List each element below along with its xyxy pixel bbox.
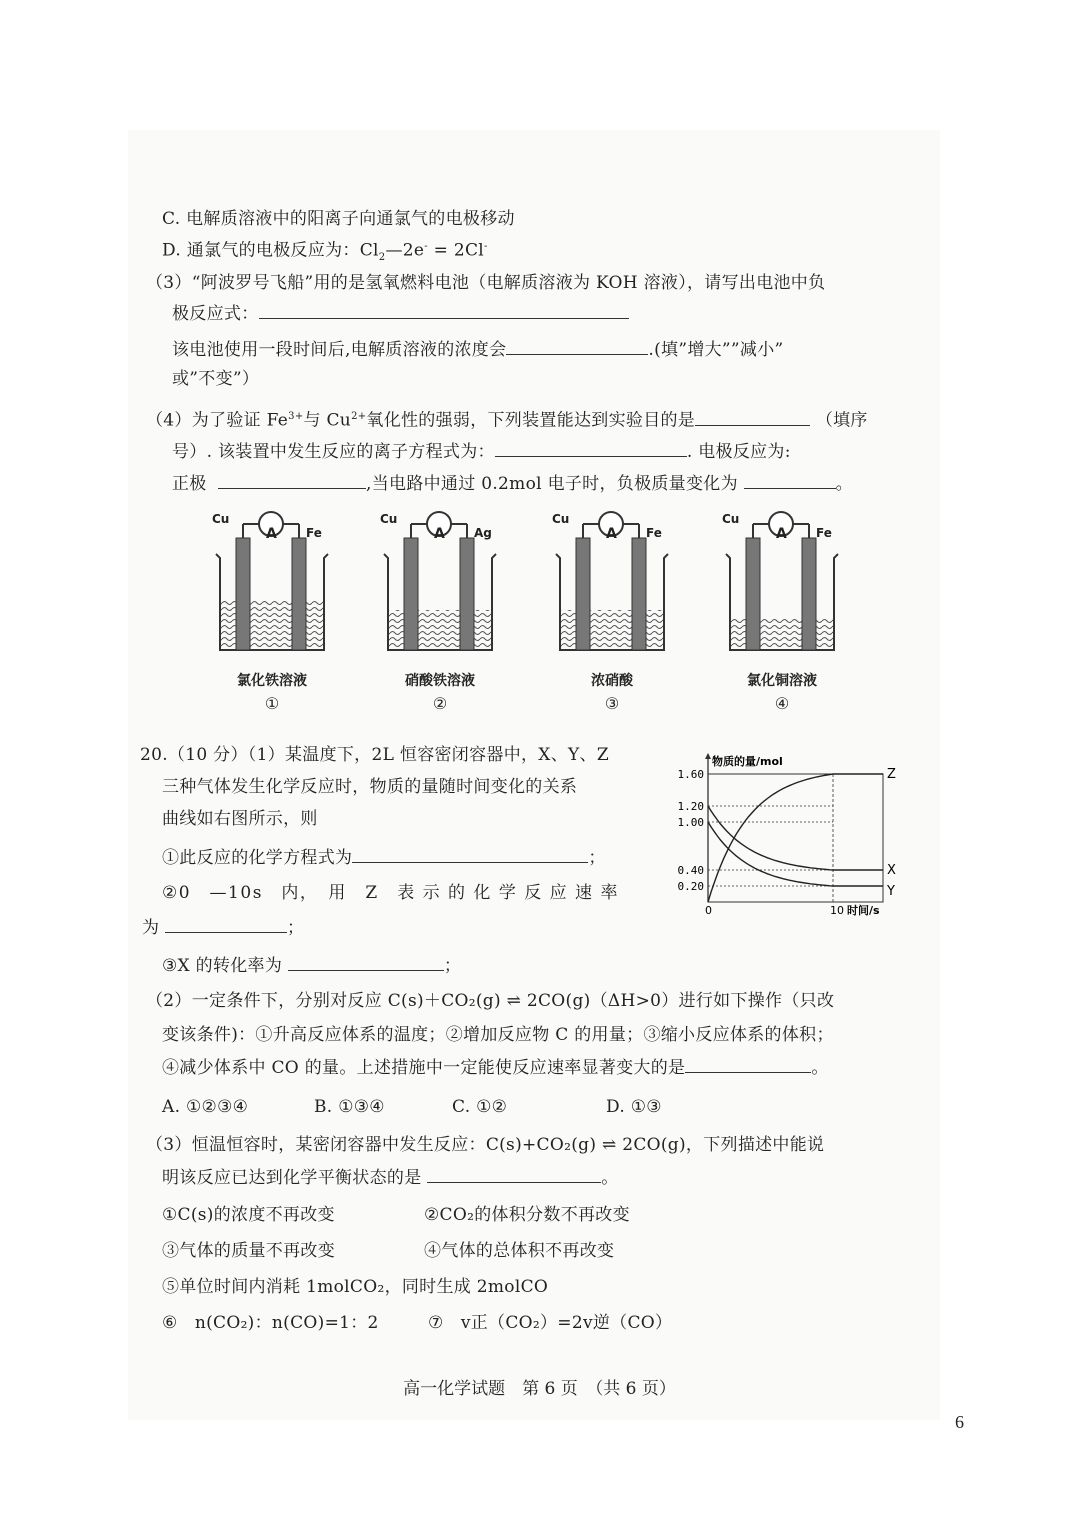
amount-vs-time-chart (668, 752, 918, 922)
x-axis-label: 时间/s (847, 904, 880, 917)
solution-label: 氯化铁溶液 (237, 673, 307, 689)
y-tick-label: 0.20 (677, 880, 704, 893)
statement-4: ④气体的总体积不再改变 (424, 1241, 615, 1261)
q3-text: （3）“阿波罗号飞船”用的是氢氧燃料电池（电解质溶液为 KOH 溶液），请写出电池中负 (146, 273, 826, 293)
solution-label: 浓硝酸 (591, 673, 633, 689)
x-tick-label: 10 (830, 904, 844, 917)
x-tick-label: 0 (705, 904, 712, 917)
cell-device (552, 510, 672, 660)
option-d[interactable]: D. ①③ (606, 1097, 662, 1117)
option-d: D. 通氯气的电极反应为：$Cl_2—2e^- = 2Cl^-$ (162, 240, 488, 264)
answer-blank[interactable] (165, 916, 287, 933)
ammeter-label: A (266, 526, 277, 542)
q20-rate-answer: 为 ； (142, 918, 305, 938)
q4-text: （4）为了验证 $Fe^{3+}$与 $Cu^{2+}$氧化性的强弱，下列装置能达到实验目的是 （填序 (146, 410, 868, 431)
q20-part3-text-1: （3）恒温恒容时，某密闭容器中发生反应：C(s)+CO₂(g) ⇌ 2CO(g)，下列描述中能说 (146, 1135, 825, 1155)
answer-blank[interactable] (695, 409, 810, 426)
device-number: ① (264, 694, 280, 713)
q20-part2-text-1: （2）一定条件下，分别对反应 C(s)＋CO₂(g) ⇌ 2CO(g)（ΔH>0）进行如下操作（只改 (146, 991, 835, 1011)
q20-part2-text-2: 变该条件)：①升高反应体系的温度；②增加反应物 C 的用量；③缩小反应体系的体积； (162, 1025, 834, 1045)
device-number: ④ (774, 694, 790, 713)
ammeter-label: A (434, 526, 445, 542)
q20-conversion: ③X 的转化率为 ； (162, 956, 462, 976)
y-axis-label: 物质的量/mol (712, 755, 783, 768)
statement-3: ③气体的质量不再改变 (162, 1241, 335, 1261)
right-electrode-label: Ag (474, 526, 492, 540)
statement-5: ⑤单位时间内消耗 1molCO₂，同时生成 2molCO (162, 1277, 549, 1297)
series-label: Y (887, 884, 895, 899)
right-electrode-label: Fe (816, 526, 832, 540)
solution-label: 氯化铜溶液 (747, 673, 817, 689)
statement-7: ⑦ v正（CO₂）=2v逆（CO） (428, 1313, 673, 1333)
right-electrode-label: Fe (646, 526, 662, 540)
answer-blank[interactable] (685, 1056, 811, 1073)
right-electrode-label: Fe (306, 526, 322, 540)
cell-device (722, 510, 842, 660)
statement-2: ②CO₂的体积分数不再改变 (424, 1205, 630, 1225)
y-tick-label: 0.40 (677, 864, 704, 877)
q20-text-2: 三种气体发生化学反应时，物质的量随时间变化的关系 (162, 777, 578, 797)
q4-ion-equation: 号）. 该装置中发生反应的离子方程式为： . 电极反应为: (172, 442, 791, 462)
answer-blank[interactable] (427, 1166, 601, 1183)
q20-equation: ①此反应的化学方程式为 ； (162, 848, 606, 868)
y-tick-label: 1.00 (677, 816, 704, 829)
answer-blank[interactable] (352, 846, 588, 863)
page-number: 6 (955, 1412, 964, 1432)
answer-blank[interactable] (506, 338, 648, 355)
cell-device (380, 510, 500, 660)
statement-6: ⑥ n(CO₂)：n(CO)=1：2 (162, 1313, 379, 1333)
device-number: ③ (604, 694, 620, 713)
series-label: Z (887, 767, 896, 782)
series-label: X (887, 863, 896, 878)
left-electrode-label: Cu (212, 512, 230, 526)
left-electrode-label: Cu (380, 512, 398, 526)
left-electrode-label: Cu (552, 512, 570, 526)
left-electrode-label: Cu (722, 512, 740, 526)
option-c: C. 电解质溶液中的阳离子向通氯气的电极移动 (162, 209, 515, 229)
q3-negative-electrode: 极反应式： (172, 302, 629, 325)
y-axis-arrow (705, 753, 711, 759)
q3-concentration: 该电池使用一段时间后,电解质溶液的浓度会 .(填”增大””减小” (172, 340, 784, 360)
option-a[interactable]: A. ①②③④ (162, 1097, 249, 1117)
q20-rate: ②0 —10s 内， 用 Z 表 示 的 化 学 反 应 速 率 (162, 883, 619, 903)
ammeter-label: A (606, 526, 617, 542)
q4-positive-electrode: 正极 ,当电路中通过 0.2mol 电子时，负极质量变化为 。 (172, 474, 853, 494)
answer-blank[interactable] (744, 472, 836, 489)
device-number: ② (432, 694, 448, 713)
answer-blank[interactable] (259, 302, 629, 319)
y-tick-label: 1.60 (677, 768, 704, 781)
ammeter-label: A (776, 526, 787, 542)
q20-part2-text-3: ④减少体系中 CO 的量。上述措施中一定能使反应速率显著变大的是 。 (162, 1058, 829, 1078)
series-line-x (708, 806, 883, 870)
page-footer: 高一化学试题 第 6 页 （共 6 页） (403, 1379, 676, 1399)
answer-blank[interactable] (288, 954, 444, 971)
series-line-y (708, 822, 883, 886)
cell-device (212, 510, 332, 660)
answer-blank[interactable] (495, 440, 687, 457)
statement-1: ①C(s)的浓度不再改变 (162, 1205, 335, 1225)
q20-part3-text-2: 明该反应已达到化学平衡状态的是 。 (162, 1168, 619, 1188)
answer-blank[interactable] (218, 472, 366, 489)
q20-text-3: 曲线如右图所示，则 (162, 809, 318, 829)
q3-choices: 或”不变”） (172, 369, 260, 389)
option-c[interactable]: C. ①② (452, 1097, 508, 1117)
y-tick-label: 1.20 (677, 800, 704, 813)
solution-label: 硝酸铁溶液 (405, 673, 475, 689)
q20-text-1: 20.（10 分）（1）某温度下，2L 恒容密闭容器中，X、Y、Z (140, 745, 609, 765)
option-b[interactable]: B. ①③④ (314, 1097, 385, 1117)
